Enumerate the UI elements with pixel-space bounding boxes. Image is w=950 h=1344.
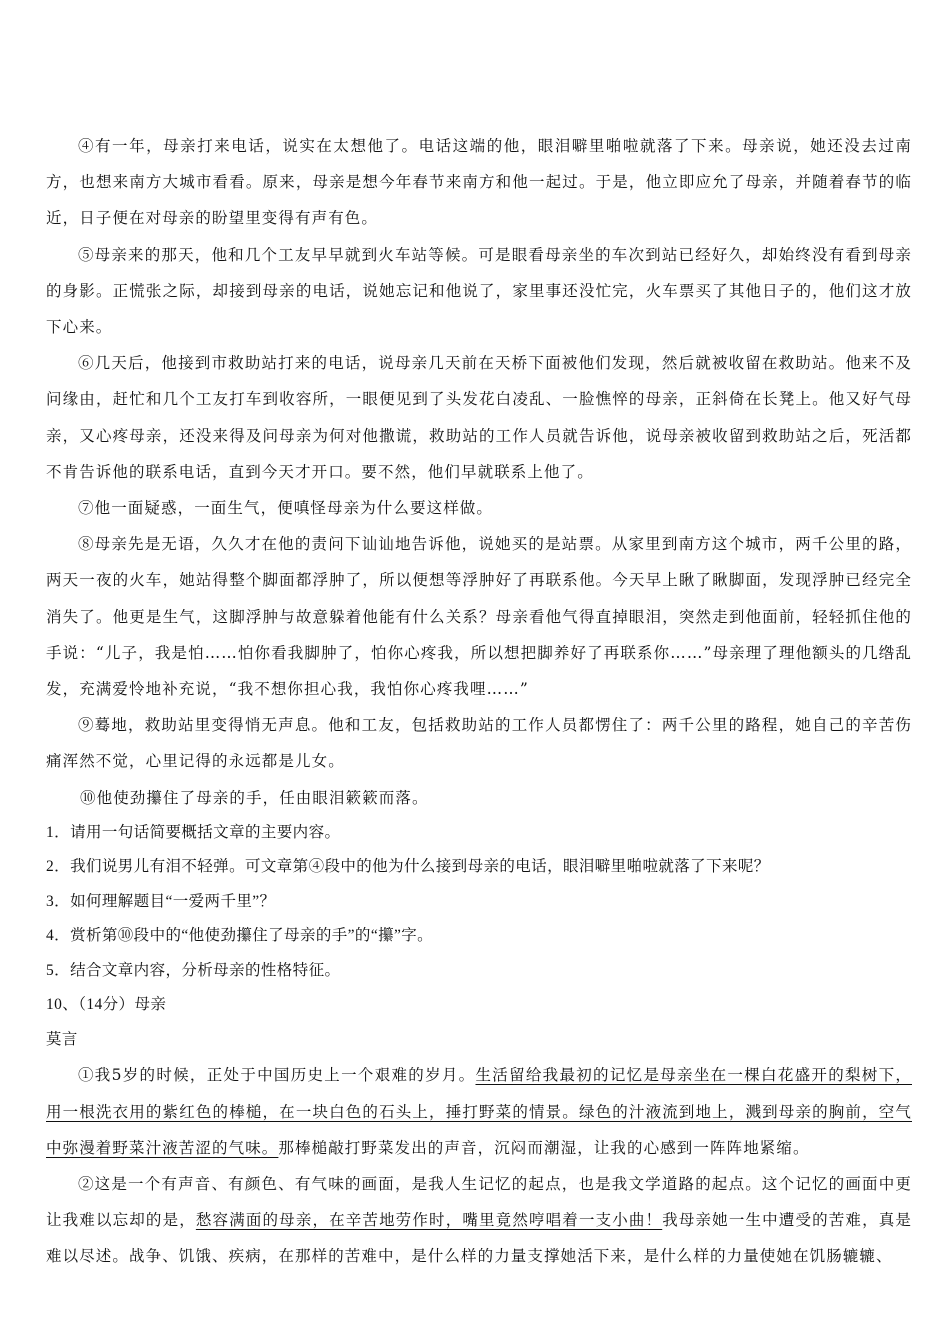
question-2: 2．我们说男儿有泪不轻弹。可文章第④段中的他为什么接到母亲的电话，眼泪噼里啪啦就落了下来呢？ <box>46 858 770 876</box>
essay-paragraph-2: ②这是一个有声音、有颜色、有气味的画面，是我人生记忆的起点，也是我文学道路的起点。这个记忆的画面中更让我难以忘却的是，愁容满面的母亲，在辛苦地劳作时，嘴里竟然哼唱着一支小曲！我母亲她一生中遭受的苦难，真是难以尽述。战争、饥饿、疾病，在那样的苦难中，是什么样的力量支撑她活下来，是什么样的力量使她在饥肠辘辘、 <box>46 1174 912 1266</box>
story-paragraph-8: ⑧母亲先是无语，久久才在他的责问下讪讪地告诉他，说她买的是站票。从家里到南方这个城市，两千公里的路，两天一夜的火车，她站得整个脚面都浮肿了，所以便想等浮肿好了再联系他。今天早上瞅了瞅脚面，发现浮肿已经完全消失了。他更是生气，这脚浮肿与故意躲着他能有什么关系？母亲看他气得直掉眼泪，突然走到他面前，轻轻抓住他的手说：“儿子，我是怕……怕你看我脚肿了，怕你心疼我，所以想把脚养好了再联系你……”母亲理了理他额头的几绺乱发，充满爱怜地补充说，“我不想你担心我，我怕你心疼我哩……” <box>46 535 912 699</box>
underlined-passage-1: 生活留给我最初的记忆是母亲坐在一棵白花盛开的梨树下，用一根洗衣用的紫红色的棒槌，在一块白色的石头上，捶打野菜的情景。绿色的汁液流到地上，溅到母亲的胸前，空气中弥漫着野菜汁液苦涩的气味。 <box>46 1066 912 1157</box>
question-1: 1．请用一句话简要概括文章的主要内容。 <box>46 823 341 841</box>
story-paragraph-6: ⑥几天后，他接到市救助站打来的电话，说母亲几天前在天桥下面被他们发现，然后就被收留在救助站。他来不及问缘由，赶忙和几个工友打车到收容所，一眼便见到了头发花白凌乱、一脸憔悴的母亲，正斜倚在长凳上。他又好气母亲，又心疼母亲，还没来得及问母亲为何对他撒谎，救助站的工作人员就告诉他，说母亲被收留到救助站之后，死活都不肯告诉他的联系电话，直到今天才开口。要不然，他们早就联系上他了。 <box>46 354 912 481</box>
story-paragraph-10: ⑩他使劲攥住了母亲的手，任由眼泪簌簌而落。 <box>80 788 429 807</box>
author: 莫言 <box>46 1030 78 1048</box>
question-5: 5．结合文章内容，分析母亲的性格特征。 <box>46 961 341 979</box>
question-3: 3．如何理解题目“一爱两千里”？ <box>46 892 276 910</box>
story-paragraph-5: ⑤母亲来的那天，他和几个工友早早就到火车站等候。可是眼看母亲坐的车次到站已经好久，却始终没有看到母亲的身影。正慌张之际，却接到母亲的电话，说她忘记和他说了，家里事还没忙完，火车票买了其他日子的，他们这才放下心来。 <box>46 245 912 337</box>
section-heading: 10、（14分）母亲 <box>46 996 167 1014</box>
story-paragraph-4: ④有一年，母亲打来电话，说实在太想他了。电话这端的他，眼泪噼里啪啦就落了下来。母亲说，她还没去过南方，也想来南方大城市看看。原来，母亲是想今年春节来南方和他一起过。于是，他立即应允了母亲，并随着春节的临近，日子便在对母亲的盼望里变得有声有色。 <box>46 137 912 228</box>
story-paragraph-9: ⑨蓦地，救助站里变得悄无声息。他和工友，包括救助站的工作人员都愣住了：两千公里的路程，她自己的辛苦伤痛浑然不觉，心里记得的永远都是儿女。 <box>46 716 912 771</box>
document-page <box>46 128 912 1275</box>
story-paragraph-7: ⑦他一面疑惑，一面生气，便嗔怪母亲为什么要这样做。 <box>78 499 494 518</box>
underlined-passage-2: 愁容满面的母亲，在辛苦地劳作时，嘴里竟然哼唱着一支小曲！ <box>195 1211 663 1230</box>
question-4: 4．赏析第⑩段中的“他使劲攥住了母亲的手”的“攥”字。 <box>46 927 434 945</box>
essay-paragraph-1: ①我5岁的时候，正处于中国历史上一个艰难的岁月。生活留给我最初的记忆是母亲坐在一棵白花盛开的梨树下，用一根洗衣用的紫红色的棒槌，在一块白色的石头上，捶打野菜的情景。绿色的汁液流到地上，溅到母亲的胸前，空气中弥漫着野菜汁液苦涩的气味。那棒槌敲打野菜发出的声音，沉闷而潮湿，让我的心感到一阵阵地紧缩。 <box>46 1066 912 1157</box>
